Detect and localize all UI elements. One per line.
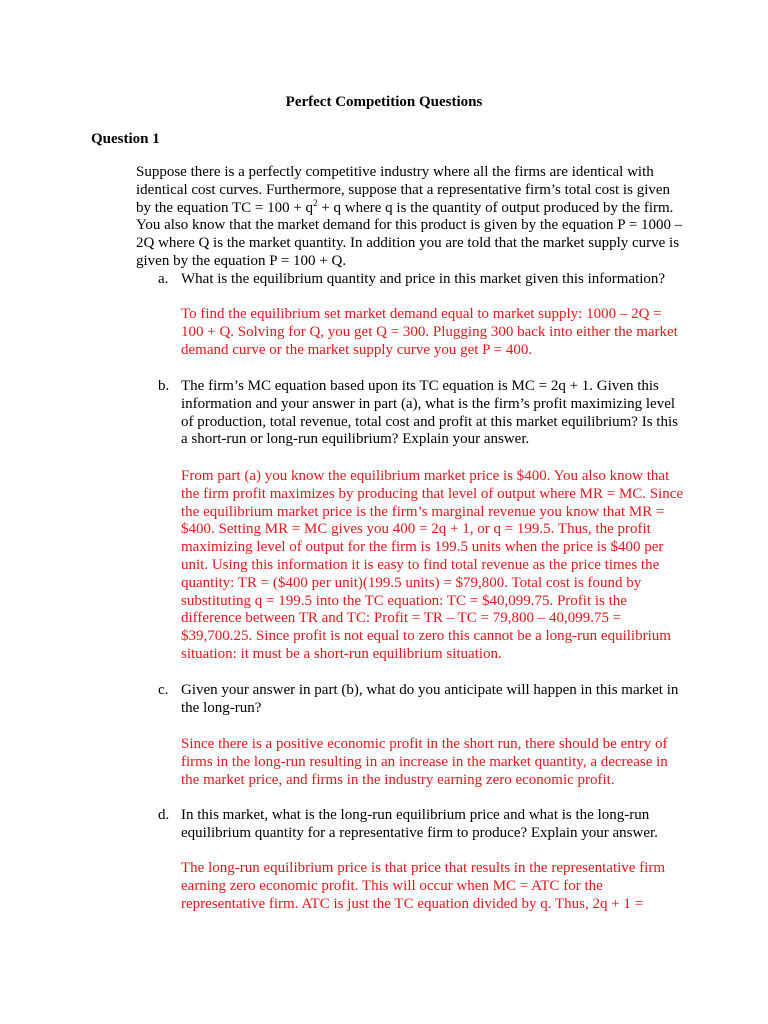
question-item-a: [136, 271, 684, 289]
item-label: b.: [158, 378, 170, 394]
page-title: Perfect Competition Questions: [285, 94, 483, 110]
answer-b: From part (a) you know the equilibrium market price is $400. You also know that the firm profit maximizes by producing that level of output where MR = MC. Since the equilibrium market price is the firm’s marginal revenue you know that MR = $400. Setting MR = MC gives you 400 = 2q + 1, or q = 199.5. Thus, the profit maximizing level of output for the firm is 199.5 units when the price is $400 per unit. Using this information it is easy to find total revenue as the price times the quantity: TR = ($400 per unit)(199.5 units) = $79,800. Total cost is found by substituting q = 199.5 into the TC equation: TC = $40,099.75. Profit is the difference between TR and TC: Profit = TR – TC = 79,800 – 40,099.75 = $39,700.25. Since profit is not equal to zero this cannot be a long-run equilibrium situation: it must be a short-run equilibrium situation.: [181, 468, 684, 662]
item-label: d.: [158, 807, 170, 823]
answer-a: To find the equilibrium set market demand equal to market supply: 1000 – 2Q = 100 + Q. Solving for Q, you get Q = 300. Plugging 300 back into either the market demand curve or the market supply curve you get P = 400.: [181, 306, 678, 358]
question-heading: Question 1: [91, 131, 160, 147]
question-intro: [136, 164, 684, 271]
question-item-d: [136, 807, 684, 843]
item-label: c.: [158, 682, 169, 698]
intro-text-part1: Suppose there is a perfectly competitive industry where all the firms are identical with identical cost curves. Furthermore, suppose that a representative firm’s total cost is given by the equation TC = 100 + q: [136, 164, 671, 216]
item-label: a.: [158, 271, 169, 287]
item-question: Given your answer in part (b), what do you anticipate will happen in this market in the long-run?: [181, 682, 679, 716]
question-item-b: [136, 378, 684, 449]
answer-d: The long-run equilibrium price is that price that results in the representative firm earning zero economic profit. This will occur when MC = ATC for the representative firm. ATC is just the TC equation divided by q. Thus, 2q + 1 =: [181, 860, 666, 912]
intro-superscript: 2: [313, 197, 318, 208]
intro-text-part2: + q where q is the quantity of output produced by the firm. You also know that the market demand for this product is given by the equation P = 1000 – 2Q where Q is the market quantity. In addition you are told that the market supply curve is given by the equation P = 100 + Q.: [136, 199, 683, 269]
question-item-c: [136, 682, 684, 718]
item-question: In this market, what is the long-run equilibrium price and what is the long-run equilibrium quantity for a representative firm to produce? Explain your answer.: [181, 807, 658, 841]
answer-c: Since there is a positive economic profit in the short run, there should be entry of firms in the long-run resulting in an increase in the market quantity, a decrease in the market price, and firms in the industry earning zero economic profit.: [181, 736, 668, 788]
item-question: What is the equilibrium quantity and price in this market given this information?: [181, 271, 666, 287]
item-question: The firm’s MC equation based upon its TC equation is MC = 2q + 1. Given this information and your answer in part (a), what is the firm’s profit maximizing level of production, total revenue, total cost and profit at this market equilibrium? Is this a short-run or long-run equilibrium? Explain your answer.: [181, 378, 678, 448]
